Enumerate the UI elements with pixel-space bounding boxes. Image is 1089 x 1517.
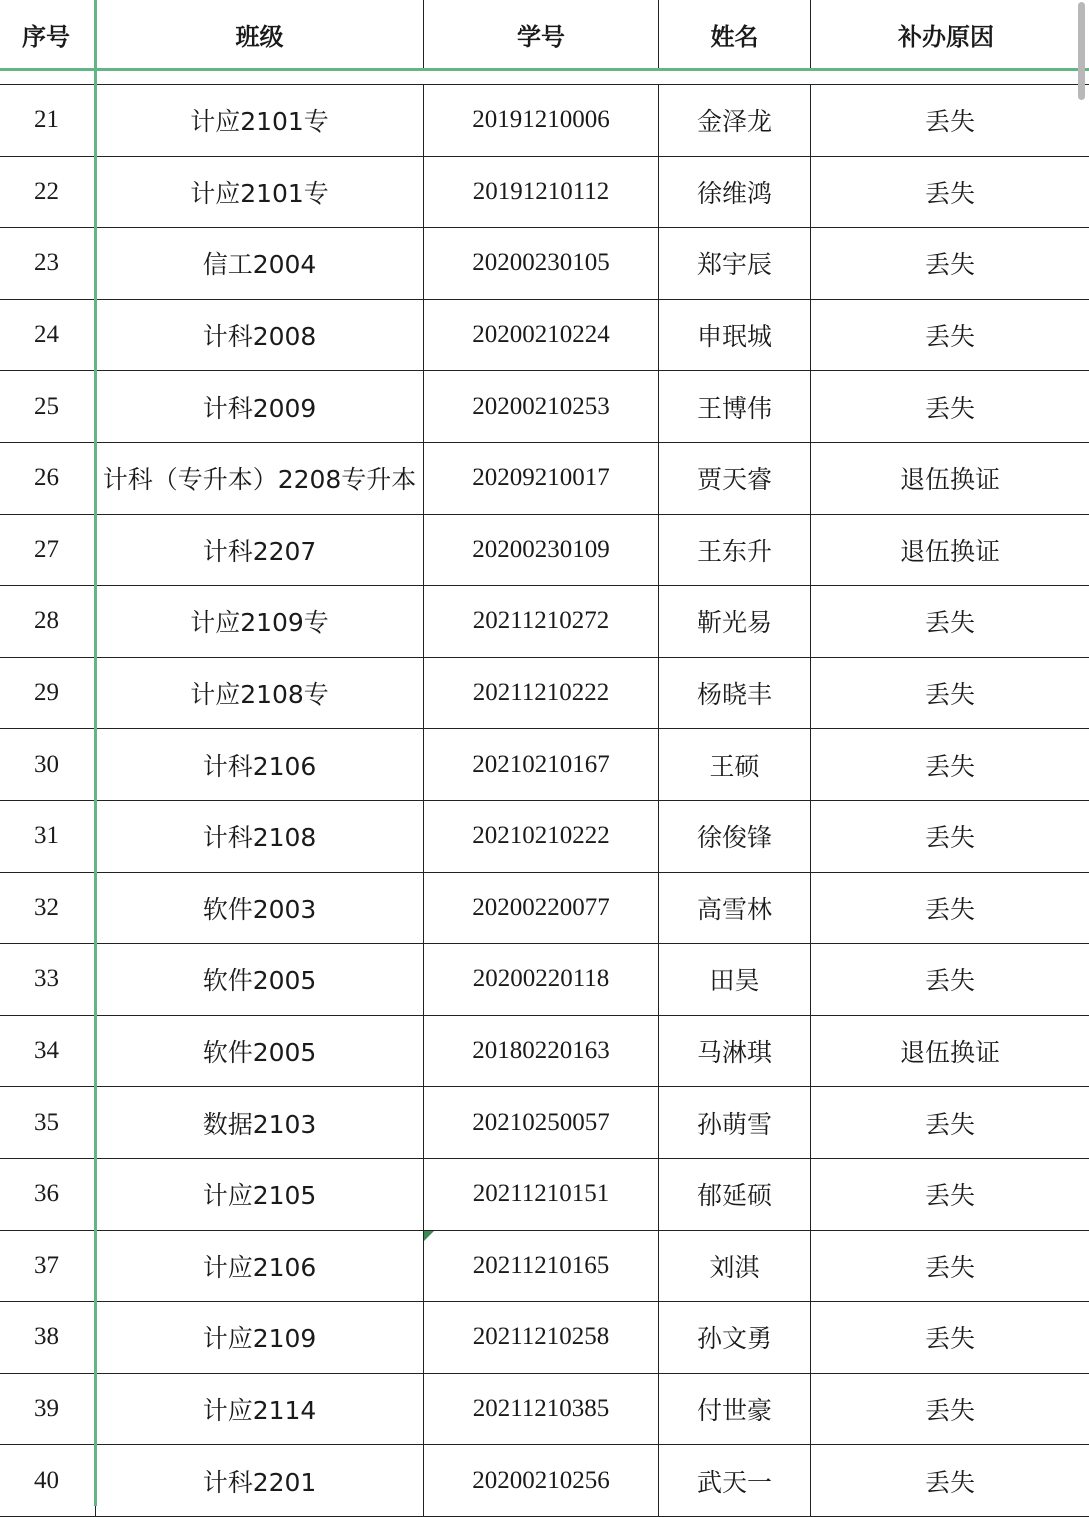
cell-no[interactable]: 30 [0,729,96,800]
cell-no[interactable]: 33 [0,944,96,1015]
table-row[interactable] [0,658,1089,730]
cell-no[interactable]: 38 [0,1302,96,1373]
cell-no[interactable]: 26 [0,443,96,514]
cell-student-id[interactable]: 20180220163 [424,1016,659,1087]
cell-no[interactable]: 40 [0,1445,96,1516]
table-row[interactable] [0,443,1089,515]
cell-no[interactable]: 28 [0,586,96,657]
cell-name[interactable]: 郁延硕 [659,1159,811,1230]
cell-name[interactable]: 金泽龙 [659,85,811,156]
header-cell-name[interactable]: 姓名 [659,0,811,68]
cell-reason[interactable]: 丢失 [924,1467,975,1497]
cell-name[interactable]: 申珉城 [659,300,811,371]
cell-student-id[interactable]: 20200210253 [424,371,659,442]
cell-no[interactable]: 24 [0,300,96,371]
cell-name[interactable]: 马淋琪 [659,1016,811,1087]
cell-no[interactable]: 21 [0,85,96,156]
cell-student-id[interactable]: 20211210165 [424,1231,659,1302]
cell-name[interactable]: 徐俊锋 [659,801,811,872]
cell-student-id[interactable]: 20200220118 [424,944,659,1015]
vertical-scrollbar[interactable] [1078,2,1085,100]
cell-name[interactable]: 孙萌雪 [659,1087,811,1158]
table-row[interactable] [0,1159,1089,1231]
cell-reason[interactable]: 丢失 [924,1109,975,1139]
cell-reason[interactable]: 丢失 [924,751,975,781]
cell-class[interactable]: 计科2106 [96,729,424,800]
cell-name[interactable]: 杨晓丰 [659,658,811,729]
cell-reason[interactable]: 丢失 [924,107,975,137]
table-row[interactable] [0,157,1089,229]
cell-class[interactable]: 信工2004 [96,228,424,299]
cell-reason[interactable]: 丢失 [924,966,975,996]
cell-reason[interactable]: 丢失 [924,178,975,208]
cell-class[interactable]: 计应2101专 [96,85,424,156]
cell-reason[interactable]: 退伍换证 [899,536,1000,566]
cell-name[interactable]: 贾天睿 [659,443,811,514]
cell-student-id[interactable]: 20211210385 [424,1374,659,1445]
header-cell-reason[interactable]: 补办原因 [898,22,994,51]
header-cell-no[interactable]: 序号 [0,0,96,68]
cell-name[interactable]: 田昊 [659,944,811,1015]
table-row[interactable] [0,85,1089,157]
table-row[interactable] [0,586,1089,658]
table-row[interactable] [0,1302,1089,1374]
cell-student-id[interactable]: 20211210222 [424,658,659,729]
cell-class[interactable]: 软件2005 [96,1016,424,1087]
table-row[interactable] [0,1016,1089,1088]
cell-student-id[interactable]: 20211210258 [424,1302,659,1373]
cell-class[interactable]: 计应2108专 [96,658,424,729]
cell-reason[interactable]: 丢失 [924,894,975,924]
cell-class[interactable]: 软件2005 [96,944,424,1015]
cell-name[interactable]: 孙文勇 [659,1302,811,1373]
cell-class[interactable]: 计应2106 [96,1231,424,1302]
table-row[interactable] [0,1374,1089,1446]
cell-reason[interactable]: 丢失 [924,680,975,710]
cell-class[interactable]: 计应2101专 [96,157,424,228]
cell-comment-marker [424,1231,434,1241]
cell-name[interactable]: 高雪林 [659,873,811,944]
cell-reason[interactable]: 退伍换证 [899,1038,1000,1068]
table-row[interactable] [0,371,1089,443]
cell-no[interactable]: 23 [0,228,96,299]
cell-class[interactable]: 计应2114 [96,1374,424,1445]
table-row[interactable] [0,1445,1089,1517]
frozen-pane-gap [0,71,1089,85]
cell-name[interactable]: 郑宇辰 [659,228,811,299]
cell-reason[interactable]: 丢失 [924,1324,975,1354]
cell-reason[interactable]: 丢失 [924,823,975,853]
cell-student-id[interactable]: 20211210272 [424,586,659,657]
frozen-column-line [94,0,97,1506]
header-row [0,0,1089,71]
cell-student-id[interactable]: 20210210167 [424,729,659,800]
cell-no[interactable]: 27 [0,515,96,586]
cell-student-id[interactable]: 20200210224 [424,300,659,371]
cell-reason[interactable]: 丢失 [924,1252,975,1282]
cell-reason[interactable]: 丢失 [924,1395,975,1425]
cell-student-id[interactable]: 20191210112 [424,157,659,228]
cell-name[interactable]: 武天一 [659,1445,811,1516]
cell-no[interactable]: 35 [0,1087,96,1158]
table-row[interactable] [0,228,1089,300]
cell-student-id[interactable]: 20210250057 [424,1087,659,1158]
cell-no[interactable]: 25 [0,371,96,442]
table-row[interactable] [0,944,1089,1016]
cell-class[interactable]: 软件2003 [96,873,424,944]
cell-student-id[interactable]: 20209210017 [424,443,659,514]
cell-reason[interactable]: 丢失 [924,322,975,352]
cell-reason[interactable]: 丢失 [924,250,975,280]
cell-class[interactable]: 计科2108 [96,801,424,872]
cell-no[interactable]: 29 [0,658,96,729]
cell-student-id[interactable]: 20200210256 [424,1445,659,1516]
cell-no[interactable]: 39 [0,1374,96,1445]
cell-class[interactable]: 计应2105 [96,1159,424,1230]
cell-student-id[interactable]: 20200230105 [424,228,659,299]
cell-reason[interactable]: 丢失 [924,608,975,638]
table-row[interactable] [0,1231,1089,1303]
cell-reason[interactable]: 丢失 [924,393,975,423]
cell-name[interactable]: 王东升 [659,515,811,586]
cell-name[interactable]: 徐维鸿 [659,157,811,228]
header-cell-class[interactable]: 班级 [96,0,424,68]
cell-class[interactable]: 计科2201 [96,1445,424,1516]
cell-no[interactable]: 37 [0,1231,96,1302]
cell-class[interactable]: 计科2008 [96,300,424,371]
cell-student-id[interactable]: 20200230109 [424,515,659,586]
cell-student-id[interactable]: 20191210006 [424,85,659,156]
cell-name[interactable]: 王博伟 [659,371,811,442]
cell-name[interactable]: 付世豪 [659,1374,811,1445]
table-row[interactable] [0,1087,1089,1159]
cell-student-id[interactable]: 20210210222 [424,801,659,872]
cell-student-id[interactable]: 20211210151 [424,1159,659,1230]
table-row[interactable] [0,300,1089,372]
cell-class[interactable]: 计科2009 [96,371,424,442]
cell-class[interactable]: 计应2109 [96,1302,424,1373]
table-row[interactable] [0,873,1089,945]
table-row[interactable] [0,729,1089,801]
table-row[interactable] [0,801,1089,873]
cell-name[interactable]: 靳光易 [659,586,811,657]
header-cell-student-id[interactable]: 学号 [424,0,659,68]
cell-no[interactable]: 22 [0,157,96,228]
cell-name[interactable]: 刘淇 [659,1231,811,1302]
cell-reason[interactable]: 丢失 [924,1181,975,1211]
cell-no[interactable]: 34 [0,1016,96,1087]
cell-class[interactable]: 计应2109专 [96,586,424,657]
cell-student-id[interactable]: 20200220077 [424,873,659,944]
cell-no[interactable]: 36 [0,1159,96,1230]
cell-class[interactable]: 计科2207 [96,515,424,586]
cell-reason[interactable]: 退伍换证 [899,465,1000,495]
cell-class[interactable]: 计科（专升本）2208专升本 [96,443,424,514]
table-row[interactable] [0,515,1089,587]
cell-name[interactable]: 王硕 [659,729,811,800]
cell-class[interactable]: 数据2103 [96,1087,424,1158]
cell-no[interactable]: 32 [0,873,96,944]
table-body [0,85,1089,1517]
cell-no[interactable]: 31 [0,801,96,872]
